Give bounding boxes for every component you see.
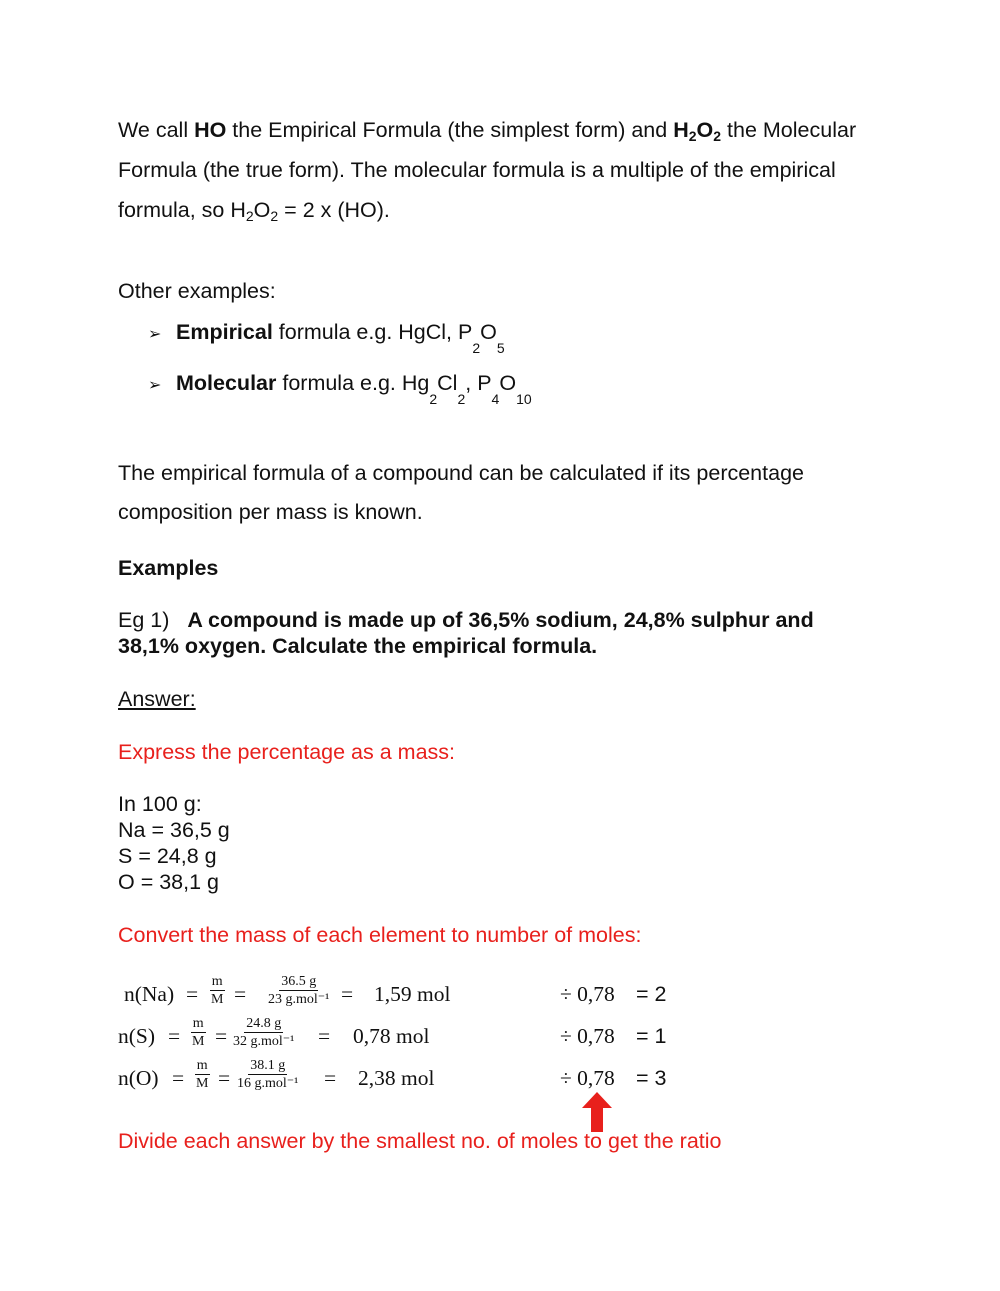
bullet-molecular: ➢ Molecular formula e.g. $Hg_2Cl_2$, $P_4O_{10}$: [148, 371, 532, 407]
eq-divide: ÷ 0,78: [560, 982, 615, 1006]
step1-instruction: Express the percentage as a mass:: [118, 740, 456, 764]
eq-divide: ÷ 0,78: [560, 1024, 615, 1048]
eg1-question-line-2: 38,1% oxygen. Calculate the empirical formula.: [118, 634, 598, 658]
para2-line-2: composition per mass is known.: [118, 500, 423, 524]
intro-text: the Molecular: [721, 118, 857, 142]
eq-result: 2,38 mol: [358, 1066, 435, 1090]
equation-o: n(O) = $\frac{m}{M}$ = 38.1 g 16 g.mol⁻¹ = 2,38 mol ÷ 0,78 = 3: [118, 1058, 667, 1091]
intro-line-1: [118, 118, 856, 144]
eq-lhs: n(Na): [124, 982, 175, 1006]
answer-label: Answer:: [118, 687, 196, 711]
red-up-arrow-icon: [582, 1092, 612, 1132]
intro-line-3: formula, so $H_2O_2 = 2$ x (HO).: [118, 198, 390, 224]
mass-line: In 100 g:: [118, 792, 202, 816]
intro-line-2: Formula (the true form). The molecular formula is a multiple of the empirical: [118, 158, 836, 182]
ho-formula: HO: [194, 118, 227, 142]
equation-na: n(Na) = $\frac{m}{M}$ = 36.5 g 23 g.mol⁻¹ = 1,59 mol ÷ 0,78 = 2: [124, 974, 667, 1007]
mass-line: S = 24,8 g: [118, 844, 217, 868]
eg1-question-line-1: Eg 1) A compound is made up of 36,5% sodium, 24,8% sulphur and: [118, 608, 814, 632]
h2o2-formula: $H_2O_2$: [673, 118, 722, 144]
mass-line: Na = 36,5 g: [118, 818, 230, 842]
mass-line: O = 38,1 g: [118, 870, 220, 894]
mass-over-molar-fraction: 36.5 g 23 g.mol⁻¹: [268, 974, 330, 1007]
eq-result: 1,59 mol: [374, 982, 451, 1006]
eq-ratio: = 3: [636, 1066, 667, 1090]
arrow-bullet-icon: ➢: [148, 326, 162, 343]
intro-text: We call: [118, 118, 195, 142]
examples-heading: Examples: [118, 556, 219, 580]
step2-instruction: Convert the mass of each element to number of moles:: [118, 923, 642, 947]
eq-lhs: n(O): [118, 1066, 159, 1090]
intro-text: the Empirical Formula (the simplest form) and: [226, 118, 674, 142]
eq-result: 0,78 mol: [353, 1024, 430, 1048]
eq-lhs: n(S): [118, 1024, 156, 1048]
eq-divide: ÷ 0,78: [560, 1066, 615, 1090]
arrow-bullet-icon: ➢: [148, 377, 162, 394]
eq-ratio: = 1: [636, 1024, 667, 1048]
mass-over-molar-fraction: 24.8 g 32 g.mol⁻¹: [233, 1016, 295, 1049]
bullet-empirical: ➢ Empirical formula e.g. HgCl, $P_2O_5$: [148, 320, 505, 356]
eq-ratio: = 2: [636, 982, 667, 1006]
mass-over-molar-fraction: 38.1 g 16 g.mol⁻¹: [237, 1058, 299, 1091]
equation-s: n(S) = $\frac{m}{M}$ = 24.8 g 32 g.mol⁻¹ = 0,78 mol ÷ 0,78 = 1: [118, 1016, 667, 1049]
m-over-M-fraction: $\frac{m}{M}$: [211, 974, 224, 1007]
m-over-M-fraction: $\frac{m}{M}$: [196, 1058, 209, 1091]
other-examples-label: Other examples:: [118, 279, 276, 303]
para2-line-1: The empirical formula of a compound can be calculated if its percentage: [118, 461, 804, 485]
step3-instruction: Divide each answer by the smallest no. of moles to get the ratio: [118, 1129, 722, 1153]
m-over-M-fraction: $\frac{m}{M}$: [192, 1016, 205, 1049]
